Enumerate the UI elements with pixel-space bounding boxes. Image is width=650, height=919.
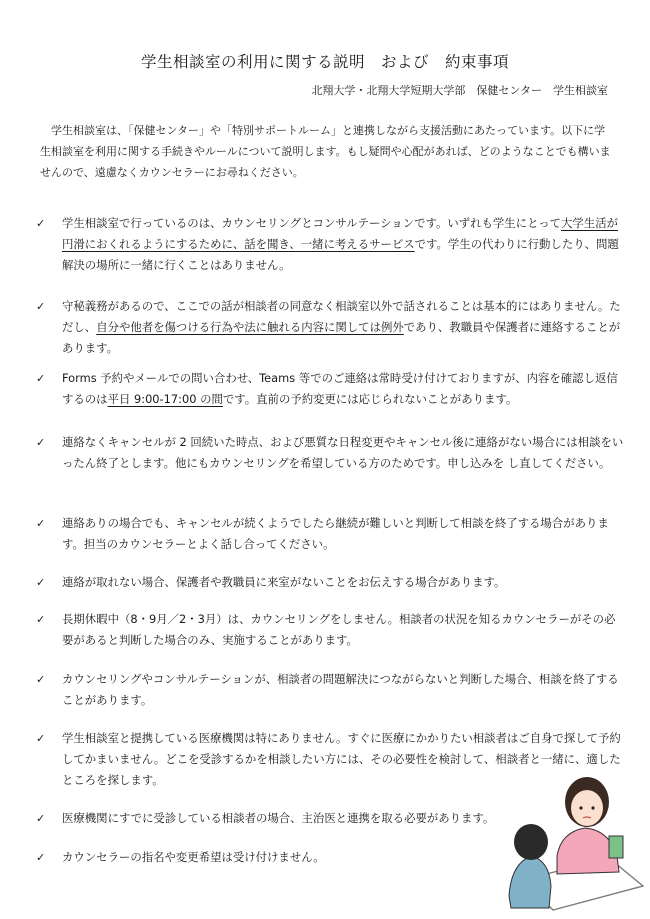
rule-emphasis: 平日 9:00-17:00 の間 — [107, 392, 223, 406]
rule-item — [34, 296, 624, 359]
counseling-illustration — [505, 768, 645, 913]
check-icon: ✓ — [36, 576, 46, 589]
check-icon: ✓ — [36, 851, 46, 864]
check-icon: ✓ — [36, 732, 46, 745]
rule-text: 連絡ありの場合でも、キャンセルが続くようでしたら継続が難しいと判断して相談を終了する場合があります。担当のカウンセラーとよく話し合ってください。 — [62, 516, 609, 551]
check-icon: ✓ — [36, 673, 46, 686]
rule-item — [34, 609, 624, 651]
rule-text: 長期休暇中（8・9月／2・3月）は、カウンセリングをしません。相談者の状況を知るカウンセラーがその必要があると判断した場合のみ、実施することがあります。 — [62, 612, 616, 647]
organization-name: 北翔大学・北翔大学短期大学部 保健センター 学生相談室 — [311, 84, 608, 97]
rule-emphasis: 大学生活が円滑におくれるようにするために、話を聞き、一緒に考えるサービス — [62, 216, 618, 251]
rule-text: 医療機関にすでに受診している相談者の場合、主治医と連携を取る必要があります。 — [62, 811, 495, 825]
rule-text: です。学生の代わりに行動したり、問題解決の場所に一緒に行くことはありません。 — [62, 237, 619, 272]
rule-item — [34, 513, 624, 555]
intro-paragraph — [40, 120, 615, 183]
rule-text: 連絡が取れない場合、保護者や教職員に来室がないことをお伝えする場合があります。 — [62, 575, 506, 589]
rule-item — [34, 213, 624, 276]
rule-text: 連絡なくキャンセルが 2 回続いた時点、および悪質な日程変更やキャンセル後に連絡がない場合には相談をいったん終了とします。他にもカウンセリングを希望している方のためです。申し込みを し直してください。 — [62, 435, 624, 470]
rule-text: であり、教職員や保護者に連絡することがあります。 — [62, 320, 621, 355]
rule-text: 学生相談室と提携している医療機関は特にありません。すぐに医療にかかりたい相談者はご自身で探して予約してかまいません。どこを受診するかを相談したい方には、その必要性を検討して、相談者と一緒に、適したところを探します。 — [62, 731, 621, 787]
check-icon: ✓ — [36, 812, 46, 825]
check-icon: ✓ — [36, 517, 46, 530]
page-title: 学生相談室の利用に関する説明 および 約束事項 — [140, 53, 509, 71]
rule-item — [34, 368, 624, 410]
rule-item — [34, 572, 624, 593]
rule-item — [34, 432, 624, 474]
rule-text: カウンセリングやコンサルテーションが、相談者の問題解決につながらないと判断した場合、相談を終了することがあります。 — [62, 672, 619, 707]
rule-emphasis: 自分や他者を傷つける行為や法に触れる内容に関しては例外 — [96, 320, 404, 334]
rule-item — [34, 669, 624, 711]
intro-text: 学生相談室は、「保健センター」や「特別サポートルーム」と連携しながら支援活動にあたっています。以下に学生相談室を利用に関する手続きやルールについて説明します。もし疑問や心配があれば、どのようなことでも構いませんので、遠慮なくカウンセラーにお尋ねください。 — [40, 124, 611, 179]
check-icon: ✓ — [36, 613, 46, 626]
rule-text: 守秘義務があるので、ここでの話が相談者の同意なく相談室以外で話されることは基本的にはありません。ただし、 — [62, 299, 621, 334]
check-icon: ✓ — [36, 217, 46, 230]
rule-text: Forms 予約やメールでの問い合わせ、Teams 等でのご連絡は常時受け付けておりますが、内容を確認し返信するのは — [62, 371, 618, 406]
check-icon: ✓ — [36, 436, 46, 449]
rule-text: カウンセラーの指名や変更希望は受け付けません。 — [62, 850, 325, 864]
check-icon: ✓ — [36, 300, 46, 313]
check-icon: ✓ — [36, 372, 46, 385]
rule-text: 学生相談室で行っているのは、カウンセリングとコンサルテーションです。いずれも学生にとって — [62, 216, 562, 230]
rule-text: です。直前の予約変更には応じられないことがあります。 — [222, 392, 518, 406]
